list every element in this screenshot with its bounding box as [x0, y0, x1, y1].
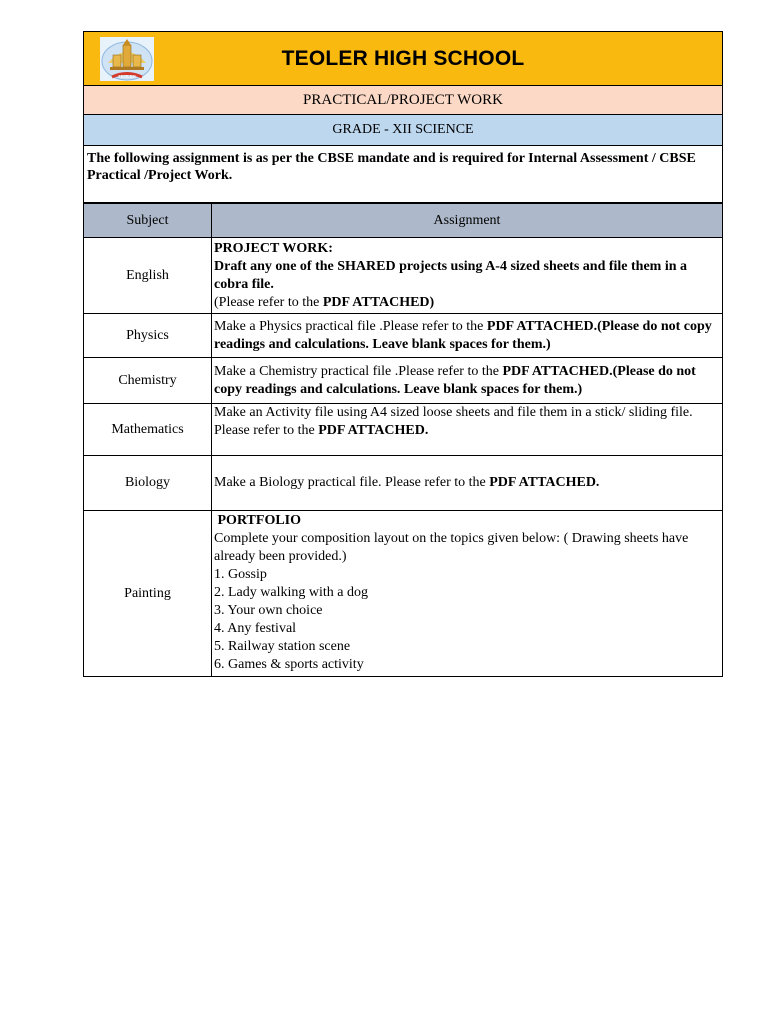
work-type-band: PRACTICAL/PROJECT WORK: [83, 86, 723, 115]
table-row: [84, 404, 723, 456]
col-subject-header: Subject: [84, 204, 212, 238]
school-name: TEOLER HIGH SCHOOL: [281, 46, 525, 70]
assignment-text: Make a Biology practical file. Please refer to the: [214, 475, 490, 490]
assignment-bold: PDF ATTACHED.: [489, 475, 600, 490]
list-item: 3. Your own choice: [214, 603, 323, 618]
assignment-cell: [212, 314, 723, 358]
list-item: 1. Gossip: [214, 567, 267, 582]
assignment-bold: PDF ATTACHED.: [318, 423, 429, 438]
table-header-row: [84, 204, 723, 238]
subject-cell: Chemistry: [84, 358, 212, 404]
table-row: [84, 314, 723, 358]
assignment-text: Please refer to the: [214, 423, 319, 438]
assignment-heading: PROJECT WORK:: [214, 240, 333, 256]
table-row: [84, 456, 723, 511]
list-item: 6. Games & sports activity: [214, 657, 364, 672]
assignment-bold: PDF ATTACHED): [322, 294, 435, 310]
list-item: 2. Lady walking with a dog: [214, 585, 368, 600]
portfolio-intro: Complete your composition layout on the topics given below: ( Drawing sheets have already been provided.): [214, 531, 689, 564]
school-header: [83, 31, 723, 86]
assignment-text: Make a Physics practical file .Please refer to the: [214, 318, 487, 334]
assignment-table: [83, 203, 723, 677]
portfolio-heading: PORTFOLIO: [214, 513, 302, 528]
assignment-bold: PDF ATTACHED.(Please do not copy readings and calculations. Leave blank spaces for them.): [214, 318, 712, 352]
list-item: 4. Any festival: [214, 621, 297, 636]
assignment-text: Make an Activity file using A4 sized loose sheets and file them in a stick/ sliding file.: [214, 405, 693, 420]
assignment-cell: [212, 238, 723, 314]
col-assignment-header: Assignment: [212, 204, 723, 238]
table-row: [84, 358, 723, 404]
table-row: [84, 238, 723, 314]
grade-band: GRADE - XII SCIENCE: [83, 115, 723, 146]
subject-cell: Painting: [84, 511, 212, 677]
school-logo-icon: [100, 37, 154, 81]
assignment-cell: [212, 404, 723, 456]
assignment-bold: PDF ATTACHED.(Please do not copy readings and calculations. Leave blank spaces for them.): [214, 363, 696, 397]
subject-cell: Biology: [84, 456, 212, 511]
assignment-text: Make a Chemistry practical file .Please refer to the: [214, 363, 503, 379]
table-row: [84, 511, 723, 677]
svg-text:TEOLER: TEOLER: [117, 74, 137, 79]
list-item: 5. Railway station scene: [214, 639, 351, 654]
subject-cell: English: [84, 238, 212, 314]
assignment-cell: [212, 358, 723, 404]
subject-cell: Mathematics: [84, 404, 212, 456]
assignment-cell: [212, 456, 723, 511]
assignment-cell: [212, 511, 723, 677]
assignment-bold-text: Draft any one of the SHARED projects using A-4 sized sheets and file them in a cobra file.: [214, 258, 688, 292]
subject-cell: Physics: [84, 314, 212, 358]
assignment-text: (Please refer to the: [214, 294, 323, 310]
intro-text: The following assignment is as per the CBSE mandate and is required for Internal Assessment / CBSE Practical /Project Work.: [83, 146, 723, 203]
assignment-sheet: [83, 31, 723, 677]
